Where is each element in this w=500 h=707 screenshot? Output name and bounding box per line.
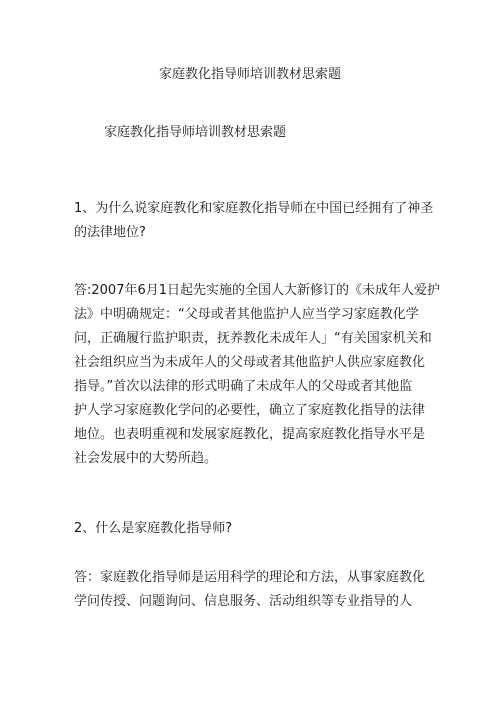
answer-1-line-6: 护人学习家庭教化学问的必要性，确立了家庭教化指导的法律 [74,403,426,418]
answer-1 [74,279,441,471]
answer-2 [74,566,434,614]
answer-1-line-8: 社会发展中的大势所趋。 [74,451,218,466]
answer-1-line-3: 问，正确履行监护职责，抚养教化未成年人」“有关国家机关和 [74,331,432,346]
question-1-line-2: 的法律地位? [74,225,146,240]
question-1-line-1: 1、为什么说家庭教化和家庭教化指导师在中国已经拥有了神圣 [74,201,434,216]
document-subtitle: 家庭教化指导师培训教材思索题 [104,125,287,140]
question-2 [74,517,434,541]
answer-1-line-4: 社会组织应当为未成年人的父母或者其他监护人供应家庭教化 [74,355,426,370]
question-2-line-1: 2、什么是家庭教化指导师? [74,521,233,536]
answer-1-line-2: 法》中明确规定：“父母或者其他监护人应当学习家庭教化学 [74,307,419,322]
document-title: 家庭教化指导师培训教材思索题 [158,67,341,82]
answer-2-line-1: 答：家庭教化指导师是运用科学的理论和方法，从事家庭教化 [74,570,426,585]
answer-1-line-1: 答:2007年6月1日起先实施的全国人大新修订的《未成年人爱护 [74,283,441,298]
answer-1-line-5: 指导。”首次以法律的形式明确了未成年人的父母或者其他监 [74,379,413,394]
answer-2-line-2: 学问传授、问题询问、信息服务、活动组织等专业指导的人 [74,594,413,609]
answer-1-line-7: 地位。也表明重视和发展家庭教化，提高家庭教化指导水平是 [74,427,426,442]
question-1 [74,197,434,245]
